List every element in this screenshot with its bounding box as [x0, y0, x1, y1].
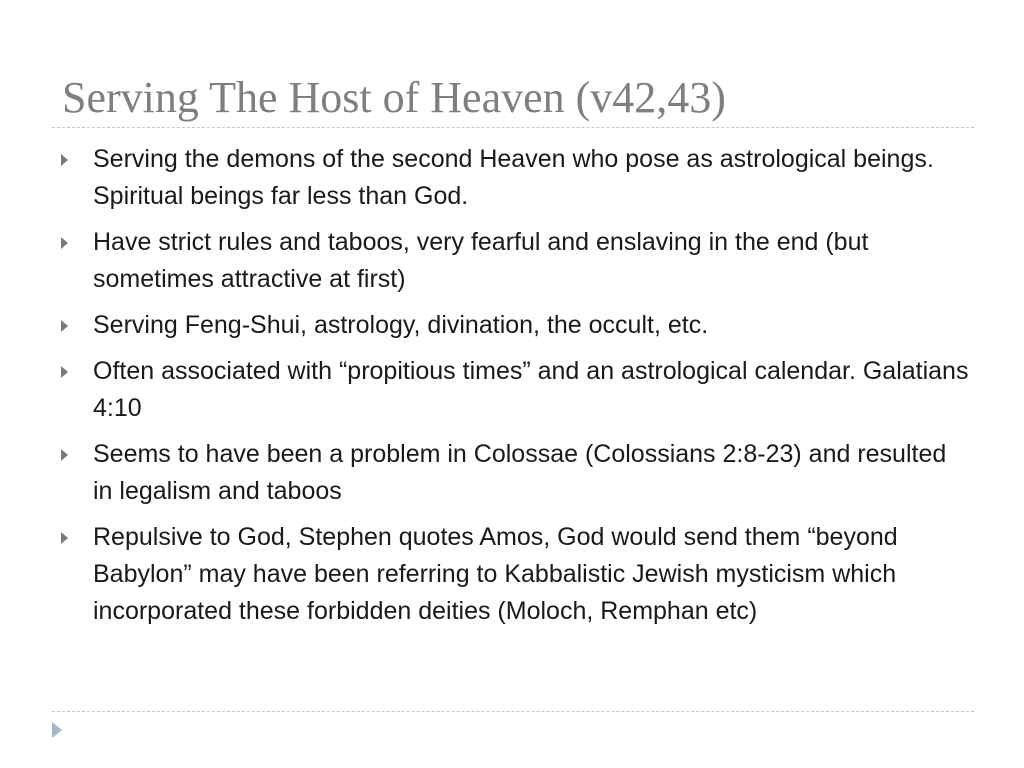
- triangle-right-icon: [61, 532, 68, 544]
- bullet-text: Often associated with “propitious times” and an astrological calendar. Galatians 4:10: [93, 357, 969, 422]
- footer-triangle-icon: [52, 722, 62, 738]
- bullet-text: Serving Feng-Shui, astrology, divination, the occult, etc.: [93, 311, 709, 339]
- title-divider: [52, 127, 974, 128]
- bullet-text: Have strict rules and taboos, very fearful and enslaving in the end (but sometimes attractive at first): [93, 228, 869, 293]
- bullet-item: [60, 436, 970, 510]
- triangle-right-icon: [61, 366, 68, 378]
- triangle-right-icon: [61, 237, 68, 249]
- footer-divider: [52, 711, 974, 712]
- bullet-item: [60, 519, 970, 630]
- bullet-item: [60, 307, 970, 344]
- bullet-text: Repulsive to God, Stephen quotes Amos, God would send them “beyond Babylon” may have been referring to Kabbalistic Jewish mysticism which incorporated these forbidden deities (Moloch, Remphan etc): [93, 523, 898, 625]
- triangle-right-icon: [61, 320, 68, 332]
- bullet-item: [60, 141, 970, 215]
- bullet-text: Seems to have been a problem in Colossae (Colossians 2:8-23) and resulted in legalism and taboos: [93, 440, 947, 505]
- triangle-right-icon: [61, 449, 68, 461]
- bullet-item: [60, 353, 970, 427]
- bullet-item: [60, 224, 970, 298]
- slide-title: Serving The Host of Heaven (v42,43): [62, 73, 726, 122]
- bullet-text: Serving the demons of the second Heaven who pose as astrological beings. Spiritual beings far less than God.: [93, 145, 934, 210]
- bullet-list: [60, 141, 970, 639]
- triangle-right-icon: [61, 154, 68, 166]
